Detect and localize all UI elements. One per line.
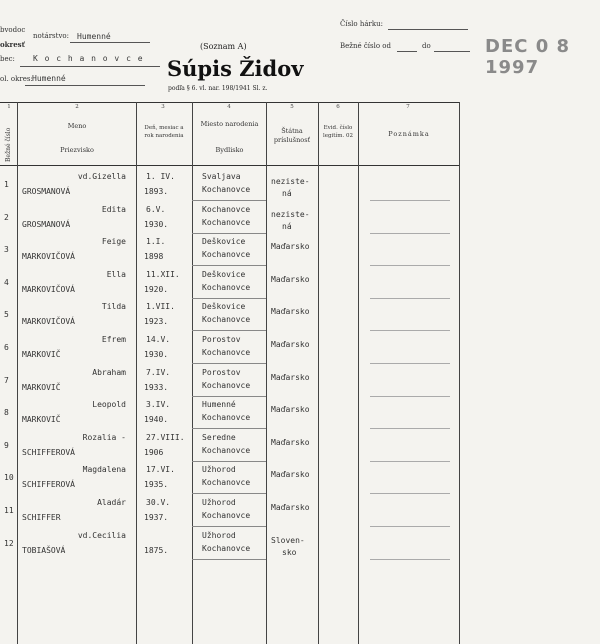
citizenship: Maďarsko [271,372,310,382]
citizenship: neziste- [271,209,310,219]
last-name: MARKOVIČOVÁ [22,284,75,294]
col-num-1: 1 [7,104,11,110]
citizenship: Maďarsko [271,340,310,349]
birthplace: Kochanovce [202,204,251,214]
residence: Kochanovce [202,543,251,553]
row-number: 4 [4,277,9,287]
birth-day-month: 14.V. [146,335,171,344]
citizenship: Sloven- [271,535,305,545]
cislo-harku-label: Číslo hárku: [340,20,384,28]
birth-year: 1875. [144,545,169,555]
last-name: SCHIFFEROVÁ [22,447,75,457]
first-name: Efrem [101,335,126,344]
first-name: Feige [101,237,126,247]
first-name: Rozalia - [82,432,126,442]
soznam-label: (Soznam A) [200,42,247,51]
document-subtitle: podľa § 6. vl. nar. 198/1941 Sl. z. [168,85,268,92]
obec-value: K o c h a n o v c e [33,54,144,63]
first-name: Edita [101,204,126,214]
polokres-label: ol. okres: [0,75,33,83]
col-head-miesto-narodenia: Miesto narodenia [200,120,259,128]
obec-label: bec: [0,55,15,63]
birth-day-month: 3.IV. [146,400,171,410]
col-num-5: 5 [290,104,294,110]
birth-year: 1920. [144,284,169,294]
birthplace: Užhorod [202,465,236,475]
citizenship: Maďarsko [271,503,310,512]
col-head-datum: Deň, mesiac a rok narodenia [144,125,184,139]
first-name: Aladár [97,498,126,507]
citizenship: Maďarsko [271,470,310,480]
birth-day-month: 1.VII. [146,302,175,312]
last-name: GROSMANOVÁ [22,187,71,196]
col-head-bezne-cislo: Bežné číslo [5,127,12,162]
birthplace: Deškovice [202,269,246,279]
birth-year: 1893. [144,187,169,196]
first-name: Magdalena [82,465,126,475]
birth-year: 1937. [144,513,169,522]
row-number: 3 [4,245,9,255]
citizenship: neziste- [271,177,310,186]
last-name: TOBIAŠOVÁ [22,545,66,555]
residence: Kochanovce [202,185,251,194]
citizenship: Maďarsko [271,437,310,447]
col-head-meno: Meno [67,122,87,130]
birthplace: Porostov [202,335,241,344]
col-head-priezvisko: Priezvisko [60,146,94,154]
citizenship: Maďarsko [271,405,310,415]
row-number: 10 [4,473,14,483]
citizenship: Maďarsko [271,242,310,252]
citizenship: Maďarsko [271,307,310,317]
birth-year: 1940. [144,415,169,425]
first-name: Tilda [101,302,126,312]
birth-day-month: 7.IV. [146,367,171,377]
birthplace: Užhorod [202,498,236,507]
residence: Kochanovce [202,315,251,325]
okres-label: bvodoc [0,26,26,34]
row-number: 7 [4,375,9,385]
first-name: Ella [106,269,126,279]
birth-year: 1930. [144,350,169,359]
birthplace: Deškovice [202,302,246,312]
citizenship: Maďarsko [271,274,310,284]
birth-year: 1935. [144,480,169,490]
birth-day-month: 6.V. [146,204,166,214]
residence: Kochanovce [202,217,251,227]
birthplace: Humenné [202,400,236,410]
birth-year: 1930. [144,219,169,229]
last-name: MARKOVIČ [22,415,61,425]
first-name: Abraham [92,367,126,377]
birth-day-month: 17.VI. [146,465,175,475]
citizenship-cont: ná [282,221,292,231]
col-num-7: 7 [406,104,410,110]
row-number: 2 [4,212,9,222]
last-name: MARKOVIČ [22,382,61,392]
residence: Kochanovce [202,413,251,423]
birth-day-month: 30.V. [146,498,171,507]
birthplace: Svaljava [202,172,241,181]
birth-year: 1933. [144,382,169,392]
row-number: 1 [4,180,9,189]
row-number: 8 [4,408,9,418]
birth-day-month: 11.XII. [146,269,180,279]
birthplace: Užhorod [202,530,236,540]
residence: Kochanovce [202,478,251,488]
okres-prefix-label: okresť [0,40,25,49]
residence: Kochanovce [202,348,251,357]
row-number: 12 [4,538,14,548]
birthplace: Porostov [202,367,241,377]
col-num-4: 4 [227,104,231,110]
birth-day-month: 1. IV. [146,172,175,181]
col-num-2: 2 [75,104,79,110]
notarstvo-value: Humenné [77,32,111,41]
birthplace: Seredne [202,432,236,442]
col-head-bydlisko: Bydlisko [215,146,244,154]
first-name: vd.Gizella [77,172,126,181]
last-name: MARKOVIČOVÁ [22,252,75,262]
row-number: 11 [4,506,14,515]
polokres-value: Humenné [32,74,66,83]
last-name: SCHIFFER [22,513,61,522]
citizenship-cont: ná [282,189,292,198]
first-name: vd.Cecilia [77,530,126,540]
citizenship-cont: sko [282,547,297,557]
row-number: 6 [4,343,9,352]
row-number: 5 [4,310,9,320]
birth-year: 1923. [144,317,169,327]
notarstvo-label: notárstvo: [33,32,69,40]
row-number: 9 [4,440,9,450]
col-head-poznamka: Poznámka [388,130,430,138]
residence: Kochanovce [202,250,251,260]
birth-year: 1906 [144,447,164,457]
birth-day-month: 27.VIII. [146,432,185,442]
residence: Kochanovce [202,445,251,455]
col-head-statna-prislusnost: Štátna príslušnosť [273,127,311,144]
last-name: SCHIFFEROVÁ [22,480,75,490]
document-title: Súpis Židov [167,56,304,81]
col-head-evid-cislo: Evid. číslo legitím. 02 [323,125,353,139]
first-name: Leopold [92,400,126,410]
date-stamp: DEC 0 8 1997 [485,36,571,78]
col-num-6: 6 [336,104,340,110]
birthplace: Deškovice [202,237,246,247]
do-label: do [422,42,431,50]
col-num-3: 3 [161,104,165,110]
birth-year: 1898 [144,252,164,262]
bezne-cislo-od-label: Bežné číslo od [340,42,391,50]
last-name: GROSMANOVÁ [22,219,71,229]
residence: Kochanovce [202,380,251,390]
last-name: MARKOVIČOVÁ [22,317,75,327]
residence: Kochanovce [202,511,251,520]
last-name: MARKOVIČ [22,350,61,359]
residence: Kochanovce [202,282,251,292]
birth-day-month: 1.I. [146,237,166,247]
